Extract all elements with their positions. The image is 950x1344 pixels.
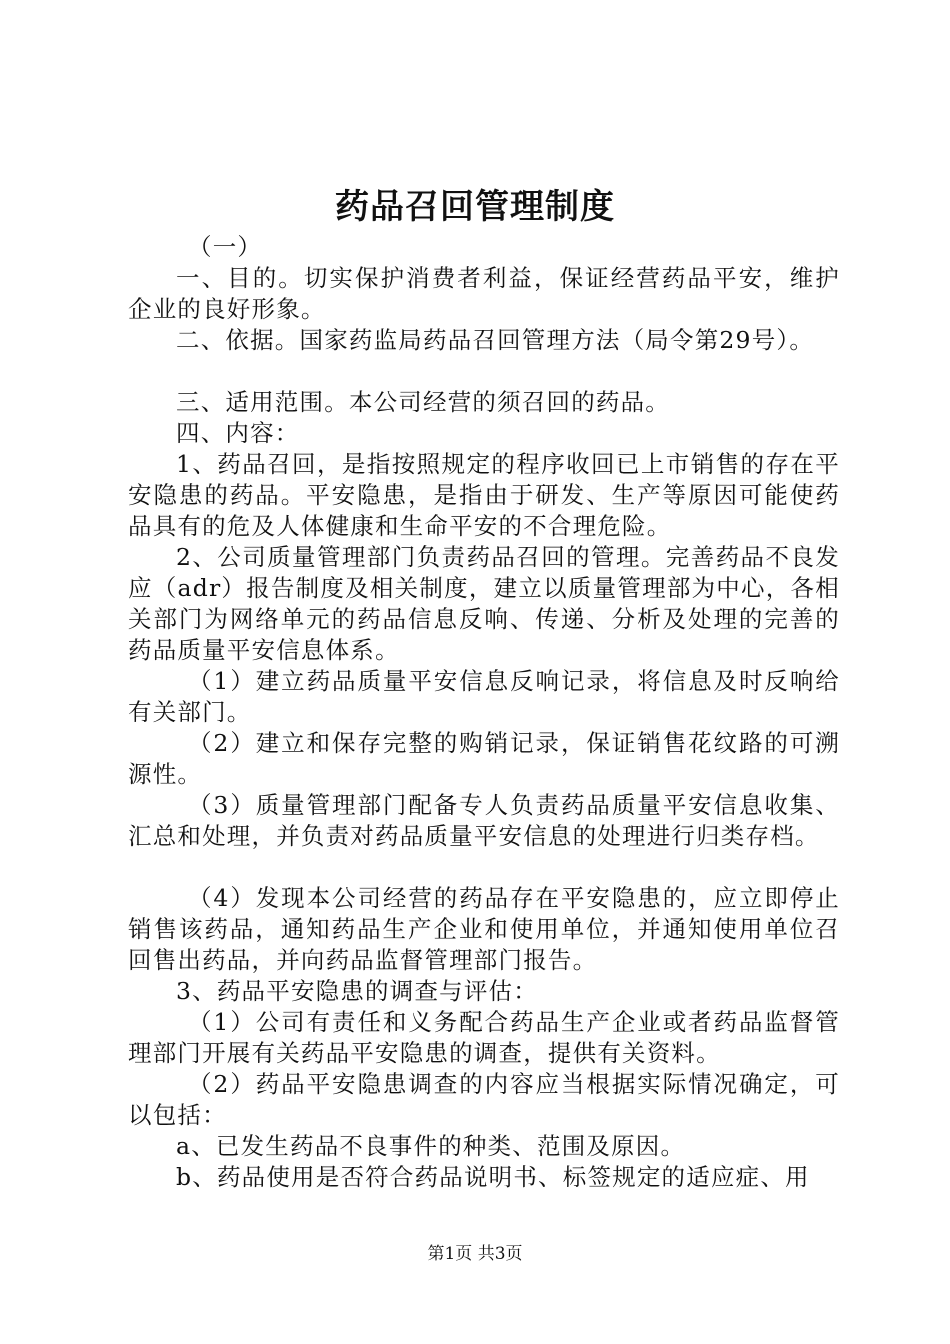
paragraph-subitem-3-1: （1）公司有责任和义务配合药品生产企业或者药品监督管理部门开展有关药品平安隐患的调查，提供有关资料。 [128,1008,840,1067]
paragraph-item-1: 1、药品召回，是指按照规定的程序收回已上市销售的存在平安隐患的药品。平安隐患，是指由于研发、生产等原因可能使药品具有的危及人体健康和生命平安的不合理危险。 [128,450,840,540]
paragraph-item-2: 2、公司质量管理部门负责药品召回的管理。完善药品不良发应（adr）报告制度及相关制度，建立以质量管理部为中心，各相关部门为网络单元的药品信息反响、传递、分析及处理的完善的药品质量平安信息体系。 [128,543,840,664]
paragraph-subitem-2-4: （4）发现本公司经营的药品存在平安隐患的，应立即停止销售该药品，通知药品生产企业和使用单位，并通知使用单位召回售出药品，并向药品监督管理部门报告。 [128,884,840,974]
paragraph-purpose: 一、目的。切实保护消费者利益，保证经营药品平安，维护企业的良好形象。 [128,264,840,323]
paragraph-subitem-3-2: （2）药品平安隐患调查的内容应当根据实际情况确定，可以包括： [128,1070,840,1129]
paragraph-scope: 三、适用范围。本公司经营的须召回的药品。 [176,388,670,416]
page-title: 药品召回管理制度 [335,187,615,227]
paragraph-basis: 二、依据。国家药监局药品召回管理方法（局令第29号）。 [176,326,815,354]
paragraph-subitem-2-1: （1）建立药品质量平安信息反响记录，将信息及时反响给有关部门。 [128,667,840,726]
paragraph-item-3: 3、药品平安隐患的调查与评估： [176,977,538,1005]
paragraph-subitem-2-2: （2）建立和保存完整的购销记录，保证销售花纹路的可溯源性。 [128,729,840,788]
paragraph-subitem-a: a、已发生药品不良事件的种类、范围及原因。 [176,1132,686,1160]
section-marker: （一） [188,233,263,261]
paragraph-subitem-2-3: （3）质量管理部门配备专人负责药品质量平安信息收集、汇总和处理，并负责对药品质量平安信息的处理进行归类存档。 [128,791,840,850]
paragraph-content-heading: 四、内容： [176,419,300,447]
page-number: 第1页 共3页 [427,1244,523,1264]
document-body [128,232,840,1193]
paragraph-subitem-b: b、药品使用是否符合药品说明书、标签规定的适应症、用 [176,1163,810,1191]
